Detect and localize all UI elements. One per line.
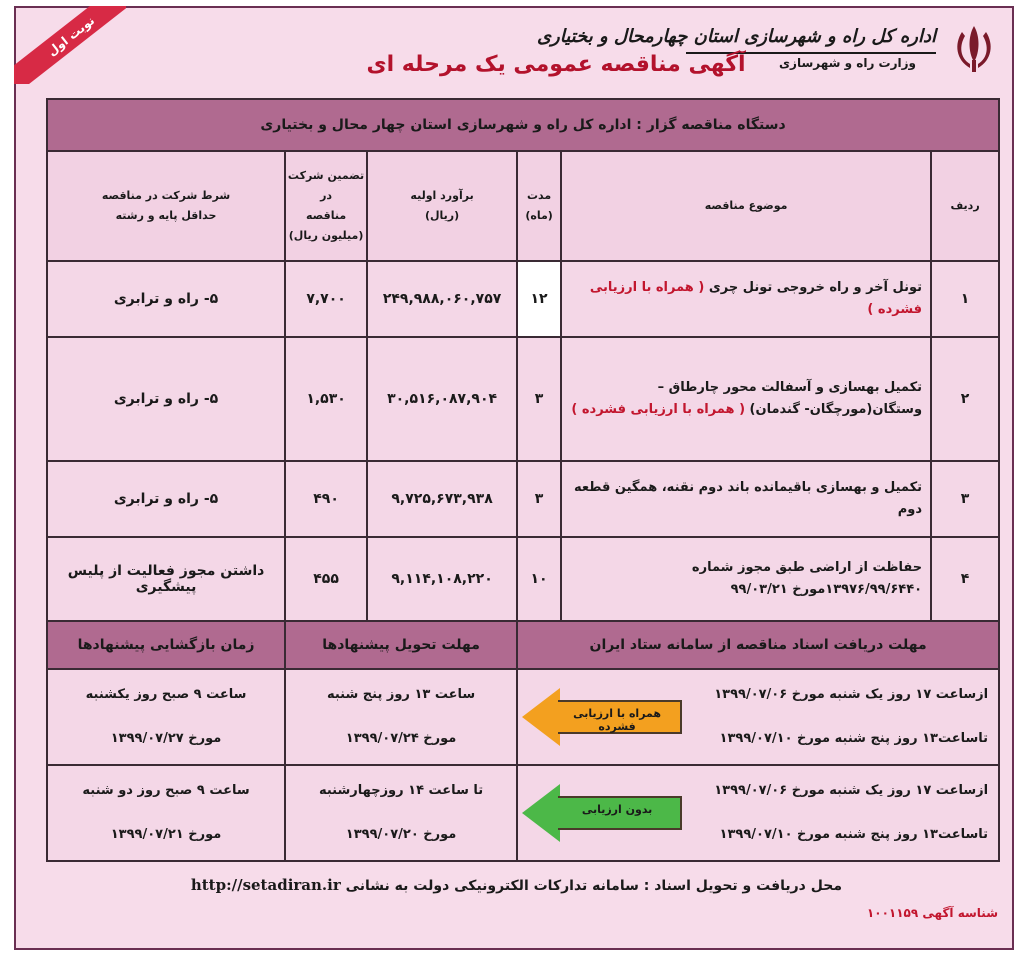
row-duration: ۱۲ xyxy=(517,261,561,337)
row-estimate: ۳۰,۵۱۶,۰۸۷,۹۰۴ xyxy=(367,337,517,461)
row-subject xyxy=(561,461,931,537)
tender-body-banner: دستگاه مناقصه گزار : اداره کل راه و شهرسازی استان چهار محال و بختیاری xyxy=(47,99,999,151)
ribbon-label: نوبت اول xyxy=(14,6,126,84)
open-date: مورخ ۱۳۹۹/۰۷/۲۱ xyxy=(110,827,222,842)
col-guarantee-line2: مناقصه xyxy=(305,209,347,222)
tender-notice-page xyxy=(14,6,1014,950)
schedule-open-cell xyxy=(47,669,285,765)
subject-note: ( همراه با ارزیابی فشرده ) xyxy=(571,402,746,417)
col-estimate xyxy=(367,151,517,261)
schedule-open-cell xyxy=(47,765,285,861)
row-duration: ۳ xyxy=(517,461,561,537)
schedule-submit-cell xyxy=(285,669,517,765)
row-duration: ۳ xyxy=(517,337,561,461)
subject-text: تکمیل و بهسازی باقیمانده باند دوم نقنه، همگین قطعه دوم xyxy=(574,479,923,517)
arrow-label: بدون ارزیابی xyxy=(581,803,653,816)
row-subject xyxy=(561,537,931,621)
open-time: ساعت ۹ صبح روز یکشنبه xyxy=(85,687,247,702)
tender-table xyxy=(46,98,1000,862)
col-condition-line2: حداقل پایه و رشته xyxy=(115,209,217,222)
schedule-row-no-evaluation xyxy=(47,765,999,861)
col-estimate-line1: برآورد اولیه xyxy=(410,189,474,203)
open-date: مورخ ۱۳۹۹/۰۷/۲۷ xyxy=(110,731,222,746)
row-condition: ۵- راه و ترابری xyxy=(47,337,285,461)
row-estimate: ۹,۱۱۴,۱۰۸,۲۲۰ xyxy=(367,537,517,621)
notice-header xyxy=(16,8,1012,92)
row-estimate: ۲۴۹,۹۸۸,۰۶۰,۷۵۷ xyxy=(367,261,517,337)
open-time: ساعت ۹ صبح روز دو شنبه xyxy=(82,783,250,798)
arrow-head-icon xyxy=(522,784,560,842)
col-duration xyxy=(517,151,561,261)
row-guarantee: ۱,۵۳۰ xyxy=(285,337,367,461)
col-guarantee-line3: (میلیون ریال) xyxy=(288,228,364,242)
subject-text: تکمیل بهسازی و آسفالت محور چارطاق – وستگان(مورچگان- گندمان) xyxy=(657,379,923,417)
submit-date: مورخ ۱۳۹۹/۰۷/۲۴ xyxy=(345,731,457,746)
col-duration-line2: (ماه) xyxy=(525,209,553,222)
subject-text: حفاظت از اراضی طبق مجوز شماره ۱۳۹۷۶/۹۹/۶۴۴۰مورخ ۹۹/۰۳/۲۱ xyxy=(691,559,923,597)
row-estimate: ۹,۷۲۵,۶۷۳,۹۳۸ xyxy=(367,461,517,537)
schedule-header-row xyxy=(47,621,999,669)
submit-time: تا ساعت ۱۴ روزچهارشنبه xyxy=(318,783,484,798)
no-evaluation-arrow xyxy=(522,784,682,842)
row-condition: ۵- راه و ترابری xyxy=(47,261,285,337)
document-location xyxy=(191,876,842,894)
arrow-head-icon xyxy=(522,688,560,746)
submit-date: مورخ ۱۳۹۹/۰۷/۲۰ xyxy=(345,827,457,842)
docs-from: ازساعت ۱۷ روز یک شنبه مورخ ۱۳۹۹/۰۷/۰۶ xyxy=(714,783,989,798)
schedule-docs-cell xyxy=(517,669,999,765)
schedule-row-compressed xyxy=(47,669,999,765)
table-row xyxy=(47,461,999,537)
row-subject xyxy=(561,261,931,337)
table-header-row xyxy=(47,151,999,261)
schedule-submit-cell xyxy=(285,765,517,861)
setad-url[interactable]: http://setadiran.ir xyxy=(190,876,341,894)
compressed-evaluation-arrow xyxy=(522,688,682,746)
row-guarantee: ۴۹۰ xyxy=(285,461,367,537)
row-subject xyxy=(561,337,931,461)
col-subject: موضوع مناقصه xyxy=(561,151,931,261)
docs-from: ازساعت ۱۷ روز یک شنبه مورخ ۱۳۹۹/۰۷/۰۶ xyxy=(714,687,989,702)
subject-note: ( همراه با ارزیابی فشرده ) xyxy=(589,279,923,317)
location-text: محل دریافت و تحویل اسناد : سامانه تدارکات الکترونیکی دولت به نشانی xyxy=(345,878,842,894)
row-condition: ۵- راه و ترابری xyxy=(47,461,285,537)
schedule-col-submit: مهلت تحویل پیشنهادها xyxy=(285,621,517,669)
col-row-no: ردیف xyxy=(931,151,999,261)
notice-title: آگهی مناقصه عمومی یک مرحله ای xyxy=(366,52,746,77)
row-number: ۳ xyxy=(931,461,999,537)
ministry-name: وزارت راه و شهرسازی xyxy=(779,56,916,70)
col-duration-line1: مدت xyxy=(526,189,552,203)
submit-time: ساعت ۱۳ روز پنج شنبه xyxy=(326,687,476,702)
arrow-label: همراه با ارزیابی فشرده xyxy=(573,707,662,733)
col-condition-line1: شرط شرکت در مناقصه xyxy=(101,189,231,203)
schedule-col-open: زمان بازگشایی پیشنهادها xyxy=(47,621,285,669)
ad-identifier: شناسه آگهی ۱۰۰۱۱۵۹ xyxy=(866,906,998,920)
row-condition: داشتن مجوز فعالیت از پلیس پیشگیری xyxy=(47,537,285,621)
col-guarantee xyxy=(285,151,367,261)
table-row xyxy=(47,537,999,621)
col-guarantee-line1: تضمین شرکت در xyxy=(287,169,365,203)
row-number: ۴ xyxy=(931,537,999,621)
row-guarantee: ۴۵۵ xyxy=(285,537,367,621)
docs-to: تاساعت۱۳ روز پنج شنبه مورخ ۱۳۹۹/۰۷/۱۰ xyxy=(719,731,989,746)
col-condition xyxy=(47,151,285,261)
iran-emblem-icon xyxy=(950,22,998,76)
schedule-docs-cell xyxy=(517,765,999,861)
col-estimate-line2: (ریال) xyxy=(424,209,460,222)
row-number: ۱ xyxy=(931,261,999,337)
schedule-col-docs: مهلت دریافت اسناد مناقصه از سامانه ستاد ایران xyxy=(517,621,999,669)
subject-text: تونل آخر و راه خروجی تونل چری xyxy=(708,279,923,295)
docs-to: تاساعت۱۳ روز پنج شنبه مورخ ۱۳۹۹/۰۷/۱۰ xyxy=(719,827,989,842)
organization-name: اداره کل راه و شهرسازی استان چهارمحال و بختیاری xyxy=(536,26,936,47)
row-number: ۲ xyxy=(931,337,999,461)
row-guarantee: ۷,۷۰۰ xyxy=(285,261,367,337)
table-row xyxy=(47,337,999,461)
row-duration: ۱۰ xyxy=(517,537,561,621)
table-row xyxy=(47,261,999,337)
first-notice-ribbon xyxy=(14,6,126,84)
